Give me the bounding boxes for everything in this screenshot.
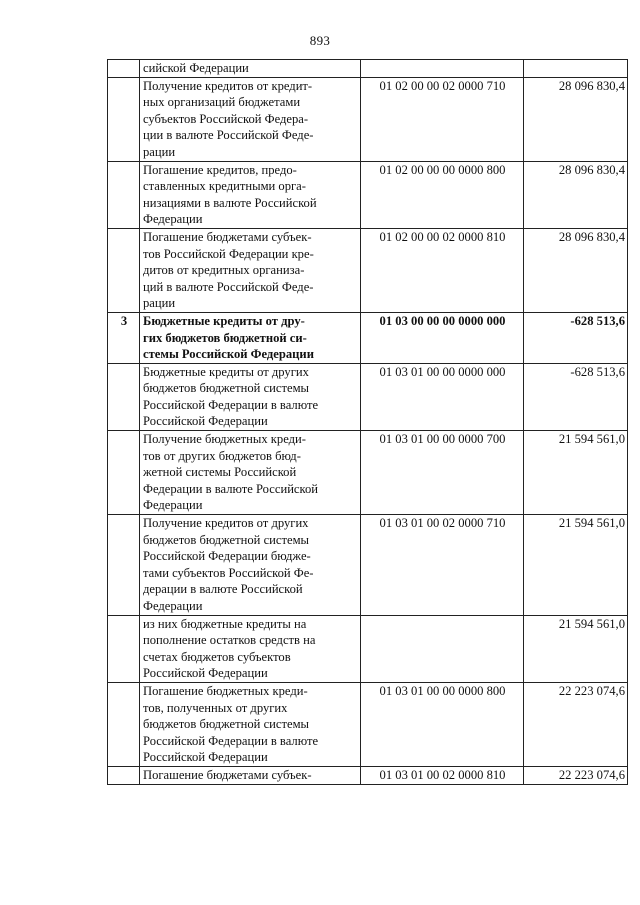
table-row — [108, 60, 628, 78]
amount-cell: 22 223 074,6 — [524, 766, 628, 784]
item-name-line: тами субъектов Российской Фе- — [143, 565, 314, 580]
item-name-line: Федерации — [143, 212, 203, 227]
item-name-cell — [140, 60, 361, 78]
row-number-cell — [108, 615, 140, 682]
item-name-line: из них бюджетные кредиты на — [143, 616, 307, 631]
item-name-cell — [140, 363, 361, 430]
item-name-line: Российской Федерации в валюте — [143, 397, 319, 412]
amount-cell: 21 594 561,0 — [524, 615, 628, 682]
row-number-cell: 3 — [108, 312, 140, 363]
item-name-line: бюджетов бюджетной системы — [143, 717, 310, 732]
item-name-cell — [140, 312, 361, 363]
table-row — [108, 312, 628, 363]
table-body — [108, 60, 628, 785]
item-name-line: стемы Российской Федерации — [143, 347, 314, 362]
item-name-line: Федерации — [143, 599, 203, 613]
item-name-line: Федерации в валюте Российской — [143, 481, 319, 496]
item-name-line: рации — [143, 144, 176, 159]
item-name-cell — [140, 615, 361, 682]
table-row — [108, 766, 628, 784]
classification-code-cell: 01 03 01 00 00 0000 700 — [361, 431, 524, 515]
item-name-line: Российской Федерации бюдже- — [143, 549, 311, 564]
item-name-line: бюджетов бюджетной системы — [143, 381, 310, 396]
classification-code-cell: 01 03 01 00 02 0000 710 — [361, 515, 524, 616]
table-row — [108, 515, 628, 616]
amount-cell: 22 223 074,6 — [524, 682, 628, 766]
item-name-line: Федерации — [143, 498, 203, 513]
row-number-cell — [108, 515, 140, 616]
item-name-line: пополнение остатков средств на — [143, 633, 316, 648]
item-name-line: Российской Федерации в валюте — [143, 733, 319, 748]
classification-code-cell — [361, 60, 524, 78]
row-number-cell — [108, 228, 140, 312]
item-name-cell — [140, 228, 361, 312]
amount-cell: 28 096 830,4 — [524, 228, 628, 312]
item-name-cell — [140, 766, 361, 784]
classification-code-cell — [361, 615, 524, 682]
classification-code-cell: 01 02 00 00 02 0000 810 — [361, 228, 524, 312]
item-name-line: низациями в валюте Российской — [143, 195, 317, 210]
item-name-line: тов Российской Федерации кре- — [143, 246, 314, 261]
row-number-cell — [108, 77, 140, 161]
item-name-line: Получение бюджетных креди- — [143, 432, 306, 447]
table-row — [108, 161, 628, 228]
amount-cell: -628 513,6 — [524, 312, 628, 363]
row-number-cell — [108, 161, 140, 228]
item-name-line: дерации в валюте Российской — [143, 582, 303, 597]
item-name-line: Российской Федерации — [143, 666, 268, 681]
table-row — [108, 228, 628, 312]
amount-cell: 21 594 561,0 — [524, 515, 628, 616]
amount-cell — [524, 60, 628, 78]
item-name-line: Погашение бюджетами субъек- — [143, 767, 312, 782]
item-name-cell — [140, 161, 361, 228]
item-name-line: Погашение кредитов, предо- — [143, 162, 297, 177]
item-name-line: субъектов Российской Федера- — [143, 111, 309, 126]
item-name-line: Погашение бюджетных креди- — [143, 683, 308, 698]
classification-code-cell: 01 02 00 00 00 0000 800 — [361, 161, 524, 228]
item-name-cell — [140, 682, 361, 766]
item-name-line: жетной системы Российской — [143, 465, 297, 480]
item-name-line: сийской Федерации — [143, 61, 249, 75]
item-name-cell — [140, 515, 361, 616]
item-name-line: счетах бюджетов субъектов — [143, 649, 291, 664]
item-name-cell — [140, 77, 361, 161]
item-name-line: ных организаций бюджетами — [143, 95, 301, 110]
item-name-line: Российской Федерации — [143, 750, 268, 765]
item-name-line: Бюджетные кредиты от других — [143, 364, 309, 379]
item-name-line: Погашение бюджетами субъек- — [143, 229, 312, 244]
item-name-line: дитов от кредитных организа- — [143, 263, 305, 278]
amount-cell: 28 096 830,4 — [524, 77, 628, 161]
table-row — [108, 682, 628, 766]
item-name-line: гих бюджетов бюджетной си- — [143, 330, 307, 345]
table-row — [108, 615, 628, 682]
item-name-line: ставленных кредитными орга- — [143, 179, 306, 194]
classification-code-cell: 01 03 01 00 02 0000 810 — [361, 766, 524, 784]
item-name-line: Российской Федерации — [143, 414, 268, 429]
page-number: 893 — [309, 33, 331, 48]
table-row — [108, 77, 628, 161]
item-name-line: бюджетов бюджетной системы — [143, 532, 310, 547]
classification-code-cell: 01 03 01 00 00 0000 000 — [361, 363, 524, 430]
amount-cell: 28 096 830,4 — [524, 161, 628, 228]
classification-code-cell: 01 03 00 00 00 0000 000 — [361, 312, 524, 363]
item-name-cell — [140, 431, 361, 515]
row-number-cell — [108, 682, 140, 766]
classification-code-cell: 01 03 01 00 00 0000 800 — [361, 682, 524, 766]
item-name-line: Получение кредитов от кредит- — [143, 78, 313, 93]
item-name-line: рации — [143, 296, 176, 311]
table-row — [108, 363, 628, 430]
item-name-line: ции в валюте Российской Феде- — [143, 128, 314, 143]
classification-code-cell: 01 02 00 00 02 0000 710 — [361, 77, 524, 161]
row-number-cell — [108, 431, 140, 515]
sources-financing-table — [107, 59, 628, 785]
row-number-cell — [108, 766, 140, 784]
amount-cell: -628 513,6 — [524, 363, 628, 430]
item-name-line: Получение кредитов от других — [143, 516, 309, 531]
table-row — [108, 431, 628, 515]
item-name-line: тов, полученных от других — [143, 700, 288, 715]
item-name-line: тов от других бюджетов бюд- — [143, 448, 301, 463]
item-name-line: Бюджетные кредиты от дру- — [143, 313, 305, 328]
row-number-cell — [108, 363, 140, 430]
item-name-line: ций в валюте Российской Феде- — [143, 279, 314, 294]
amount-cell: 21 594 561,0 — [524, 431, 628, 515]
row-number-cell — [108, 60, 140, 78]
